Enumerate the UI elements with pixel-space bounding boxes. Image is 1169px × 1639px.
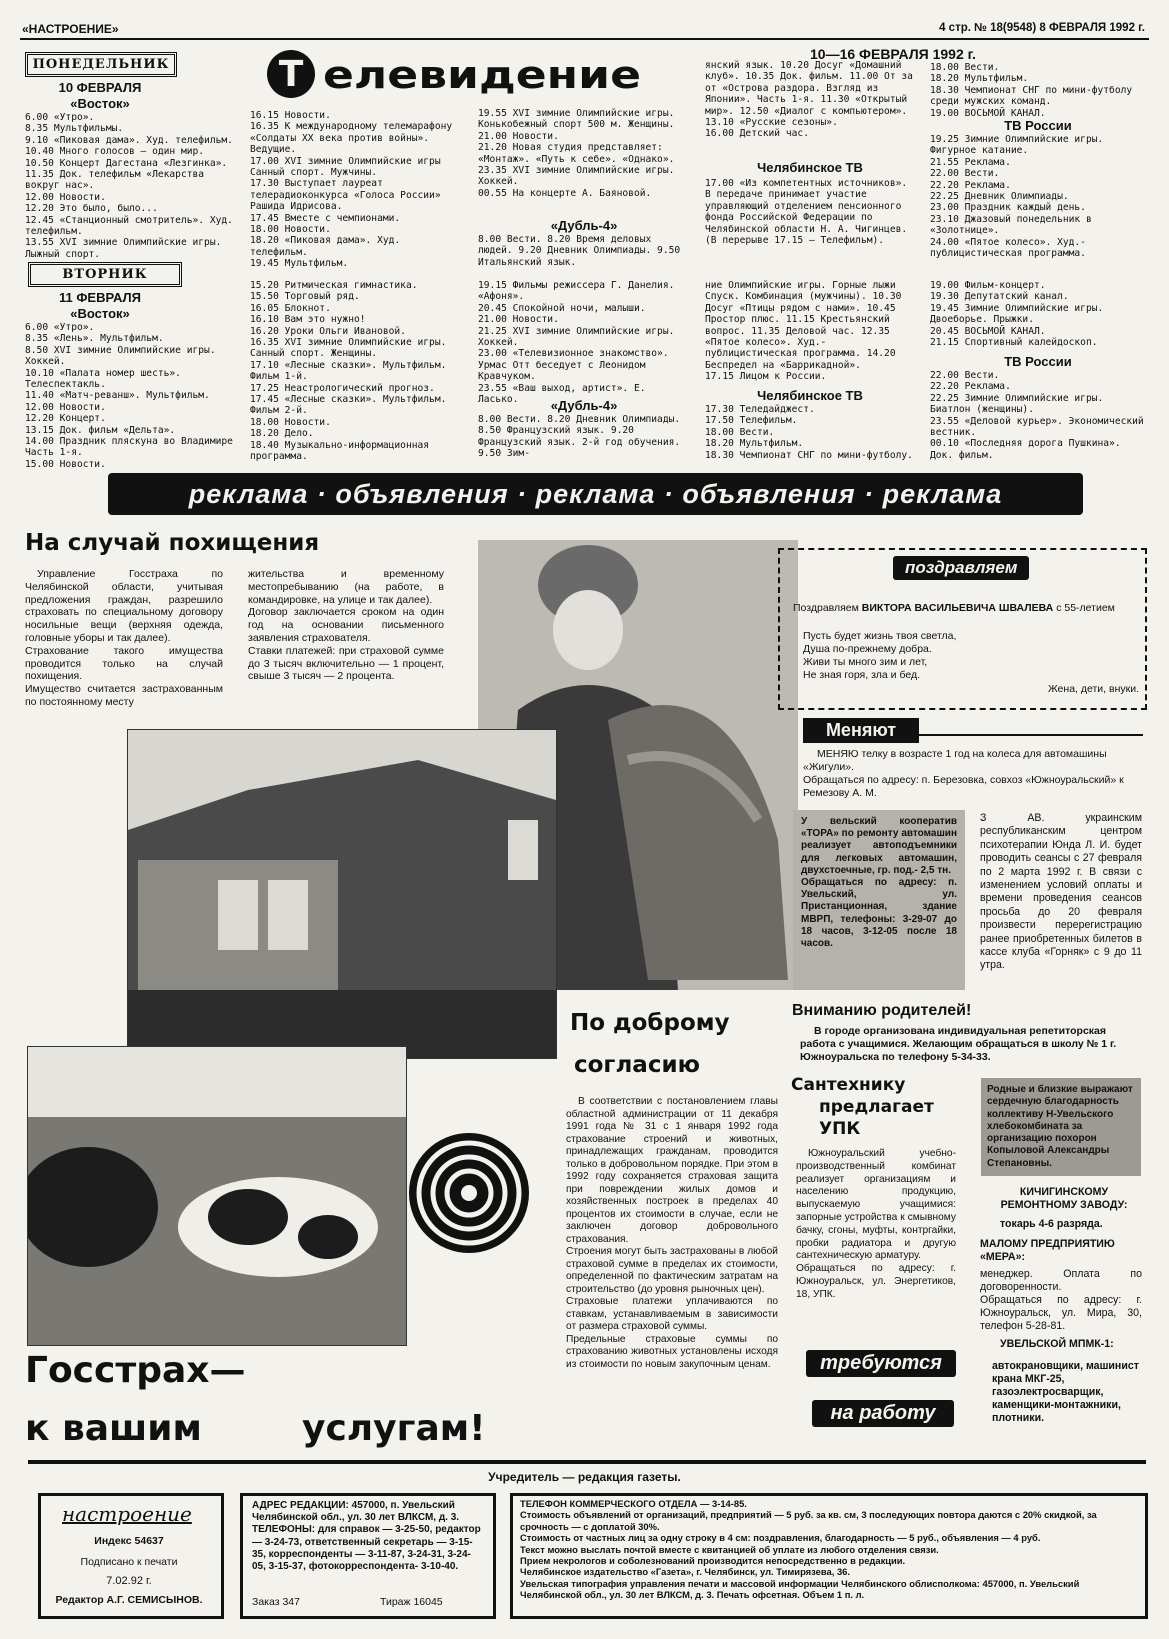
parents-title: Вниманию родителей! xyxy=(792,1002,972,1019)
footer-tirazh xyxy=(380,1596,443,1608)
day-label-tuesday: ВТОРНИК xyxy=(28,262,182,287)
gosstrakh-line1: Госстрах— xyxy=(25,1350,246,1391)
tv-logo-text: елевидение xyxy=(323,53,641,97)
footer-tirazh-value: 16045 xyxy=(413,1596,443,1608)
footer-order-label: Заказ xyxy=(252,1596,280,1608)
tuesday-col3: 19.15 Фильмы режиссера Г. Данелия. «Афоня». 20.45 Спокойной ночи, малыши. 21.00 Новости. 21.25 XVI зимние Олимпийские игры. Хоккей. 23.00 «Телевизионное знакомство». Урмас Отт беседует с Леонидом Кравчуком. 23.55 «Ваш выход, артист». Е. Ласько. xyxy=(478,280,675,406)
monday-col3: 19.55 XVI зимние Олимпийские игры. Конькобежный спорт 500 м. Женщины. 21.00 Новости. 21.20 Новая студия представляет: «Монтаж». «Путь к себе». «Однако». 23.35 XVI зимние Олимпийские игры. Хоккей. 00.55 На концерте А. Баяновой. xyxy=(478,108,675,199)
tuesday-date: 11 ФЕВРАЛЯ xyxy=(58,290,142,305)
tv-logo xyxy=(263,44,648,100)
condolence-ad: Родные и близкие выражают сердечную благодарность коллективу Н-Увельского хлебокомбината за организацию похорон Копыловой Александры Степановны. xyxy=(981,1078,1141,1176)
exchange-rule xyxy=(911,734,1143,736)
tuesday-col5: 19.00 Фильм-концерт. 19.30 Депутатский канал. 19.45 Зимние Олимпийские игры. Двоеборье. Прыжки. 20.45 ВОСЬМОЙ КАНАЛ. 21.15 Спортивный калейдоскоп. xyxy=(930,280,1104,349)
consent-title-2: согласию xyxy=(574,1052,700,1078)
footer-index: Индекс 54637 xyxy=(94,1535,164,1547)
svg-text:Т: Т xyxy=(278,54,304,95)
footer-signed: Подписано к печати xyxy=(80,1556,178,1568)
monday-col4: янский язык. 10.20 Досуг «Домашний клуб». 10.35 Док. фильм. 11.00 От за от «Острова раздора. Взгляд из Японии». Часть 1-я. 11.30 «Открытый мир». 12.50 «Диалог с компьютером». 13.10 «Русские сезоны». 16.00 Детский час. xyxy=(705,60,913,140)
decorative-pattern xyxy=(408,1132,530,1254)
tuesday-col5b: 22.00 Вести. 22.20 Реклама. 22.25 Зимние Олимпийские игры. Биатлон (женщины). 23.55 «Деловой курьер». Экономический вестник. 00.10 «Последняя дорога Пушкина». Док. фильм. xyxy=(930,370,1144,461)
ads-banner: реклама · объявления · реклама · объявления · реклама xyxy=(108,473,1083,515)
tv-logo-graphic xyxy=(263,44,648,100)
tuesday-tvr: ТВ России xyxy=(1004,354,1072,369)
jobs-mpmk: УВЕЛЬСКОЙ МПМК-1: xyxy=(1000,1338,1114,1350)
kidnap-title: На случай похищения xyxy=(25,530,320,556)
tuesday-col4b: 17.30 Теледайджест. 17.50 Телефильм. 18.00 Вести. 18.20 Мультфильм. 18.30 Чемпионат СНГ по мини-футболу. xyxy=(705,404,913,461)
kidnap-col2: жительства и временному местопребыванию (на работе, в командировке, на улице и так далее). Договор заключается сроком на один год на основании письменного заявления страхователя. Ставки платежей: при страховой сумме до 3 тысяч включительно — 1 процент, свыше 3 тысяч — 2 процента. xyxy=(248,568,444,683)
photo-house xyxy=(127,729,557,1059)
congrats-intro-a: Поздравляем xyxy=(793,602,862,614)
congrats-name: ВИКТОРА ВАСИЛЬЕВИЧА ШВАЛЕВА xyxy=(861,602,1054,614)
footer-editor: Редактор А.Г. СЕМИСЫНОВ. xyxy=(55,1594,203,1606)
psy-ad: З АВ. украинским республиканским центром психотерапии Юнда Л. И. будет проводить сеансы с 27 февраля по 2 марта 1992 г. В связи с изменением условий оплаты и времени проведения сеансов просьба до 20 февраля произвести перерегистрацию ранее приобретенных билетов в кассе клуба «Горняк» с 9 до 11 утра. xyxy=(980,812,1142,972)
jobs-kich: КИЧИГИНСКОМУ РЕМОНТНОМУ ЗАВОДУ: xyxy=(1000,1186,1128,1211)
monday-col3b: 8.00 Вести. 8.20 Время деловых людей. 9.20 Дневник Олимпиады. 9.50 Итальянский язык. xyxy=(478,234,681,268)
plumber-text: Южноуральский учебно-производственный комбинат реализует организациям и населению продукцию, выпускаемую учащимися: запорные устройства к смывному бачку, сгоны, муфты, контргайки, пробки радиатора и другую сантехническую арматуру. Обращаться по адресу: г. Южноуральск, ул. Энергетиков, 18, УПК. xyxy=(796,1148,956,1300)
footer-founder: Учредитель — редакция газеты. xyxy=(488,1470,681,1484)
monday-channel: «Восток» xyxy=(70,96,130,111)
footer-address: АДРЕС РЕДАКЦИИ: 457000, п. Увельский Челябинской обл., ул. 30 лет ВЛКСМ, д. 3. ТЕЛЕФОНЫ: для справок — 3-25-50, редактор — 3-24-73, ответственный секретарь — 3-15-35, корреспонденты — 3-11-87, 3-24-31, 3-24-05, 3-15-37, фотокорреспондента- 3-10-40. xyxy=(252,1500,481,1573)
monday-col1: 6.00 «Утро». 8.35 Мультфильмы. 9.10 «Пиковая дама». Худ. телефильм. 10.40 Много голосов — один мир. 10.50 Концерт Дагестана «Лезгинка». 11.35 Док. телефильм «Лекарства вокруг нас». 12.00 Новости. 12.20 Это было, было... 12.45 «Станционный смотритель». Худ. телефильм. 13.55 XVI зимние Олимпийские игры. Лыжный спорт. xyxy=(25,112,233,260)
paper-name: «НАСТРОЕНИЕ» xyxy=(22,22,119,36)
jobs-banner-1: требуются xyxy=(806,1350,956,1377)
congrats-poem: Пусть будет жизнь твоя светла, Душа по-прежнему добра. Живи ты много зим и лет, Не зная горя, зла и бед. xyxy=(803,630,957,681)
monday-chel: Челябинское ТВ xyxy=(757,160,863,175)
tuesday-dubl: «Дубль-4» xyxy=(550,398,618,413)
kidnap-col1: Управление Госстраха по Челябинской области, учитывая предложения граждан, разрешило страховать по специальному договору носильные вещи (верхняя одежда, головные уборы и так далее). Страхование такого имущества проводится только на случай похищения. Имущество считается застрахованным по постоянному месту xyxy=(25,568,223,708)
tuesday-col2: 15.20 Ритмическая гимнастика. 15.50 Торговый ряд. 16.05 Блокнот. 16.10 Вам это нужно! 16.20 Уроки Ольги Ивановой. 16.35 XVI зимние Олимпийские игры. Санный спорт. Женщины. 17.10 «Лесные сказки». Мультфильм. Фильм 1-й. 17.25 Неастрологический прогноз. 17.45 «Лесные сказки». Мультфильм. Фильм 2-й. 18.00 Новости. 18.20 Дело. 18.40 Музыкально-информационная программа. xyxy=(250,280,447,463)
jobs-small-text: менеджер. Оплата по договоренности. Обращаться по адресу: г. Южноуральск, ул. Мира, 30, телефон 5-28-81. xyxy=(980,1268,1142,1332)
tuesday-col1: 6.00 «Утро». 8.35 «Лень». Мультфильм. 8.50 XVI зимние Олимпийские игры. Хоккей. 10.10 «Палата номер шесть». Телеспектакль. 11.40 «Матч-реванш». Мультфильм. 12.00 Новости. 12.20 Концерт. 13.15 Док. фильм «Дельта». 14.00 Праздник пляскуна во Владимире Часть 1-я. 15.00 Новости. xyxy=(25,322,233,470)
gosstrakh-line2a: к вашим xyxy=(25,1408,202,1449)
monday-tvr: ТВ России xyxy=(1004,118,1072,133)
jobs-small: МАЛОМУ ПРЕДПРИЯТИЮ «МЕРА»: xyxy=(980,1238,1115,1263)
footer-rule xyxy=(28,1460,1146,1464)
jobs-banner-2: на работу xyxy=(812,1400,954,1427)
tora-ad: У вельский кооператив «ТОРА» по ремонту автомашин реализует автоподъемники для легковых автомашин, двухстоечные, гр. под.- 2,5 тн. Обращаться по адресу: п. Увельский, ул. Пристанционная, здание МВРП, телефоны: 3-29-07 до 18 часов, 3-12-05 после 18 часов. xyxy=(793,810,965,990)
photo-cows xyxy=(27,1046,407,1346)
jobs-mpmk-text: автокрановщики, машинист крана МКГ-25, газоэлектросварщик, каменщики-монтажники, плотники. xyxy=(992,1360,1139,1424)
monday-col4b: 17.00 «Из компетентных источников». В передаче принимает участие управляющий отделением пенсионного фонда Российской Федерации по Челябинской области Н. А. Чигинцев.(В перерыве 17.15 — Телефильм). xyxy=(705,178,908,247)
tuesday-channel: «Восток» xyxy=(70,306,130,321)
congrats-label: поздравляем xyxy=(893,556,1029,580)
footer-tirazh-label: Тираж xyxy=(380,1596,411,1608)
tv-dates: 10—16 ФЕВРАЛЯ 1992 г. xyxy=(810,46,976,62)
photo-cows-graphic xyxy=(28,1047,406,1345)
congrats-intro-b: с 55-летием xyxy=(1053,602,1115,614)
pattern-graphic xyxy=(408,1132,530,1254)
tuesday-col4: ние Олимпийские игры. Горные лыжи Спуск. Комбинация (мужчины). 10.30 Досуг «Птицы рядом с нами». 10.45 Простор плюс. 11.15 Крестьянский вопрос. 11.35 Деловой час. 12.35 «Пятое колесо». Худ.-публицистическая программа. 14.20 Беспредел на «Баррикадной». 17.15 Лицом к России. xyxy=(705,280,902,383)
congrats-sign: Жена, дети, внуки. xyxy=(1047,683,1139,695)
exchange-text: МЕНЯЮ телку в возрасте 1 год на колеса для автомашины «Жигули». Обращаться по адресу: п. Березовка, совхоз «Южноуральский» к Ремезову А. М. xyxy=(803,748,1124,799)
exchange-label: Меняют xyxy=(803,718,919,743)
masthead-rule xyxy=(20,38,1149,40)
consent-title-1: По доброму xyxy=(570,1010,730,1036)
plumber-title-1: Сантехнику xyxy=(791,1075,906,1095)
congrats-intro xyxy=(793,602,1133,615)
footer-logo: настроение xyxy=(62,1502,192,1526)
gosstrakh-line2b: услугам! xyxy=(302,1408,486,1449)
photo-house-graphic xyxy=(128,730,556,1058)
footer-order xyxy=(252,1596,300,1608)
monday-date: 10 ФЕВРАЛЯ xyxy=(58,80,142,95)
tuesday-col3b: 8.00 Вести. 8.20 Дневник Олимпиады. 8.50 Французский язык. 9.20 Французский язык. 2-й год обучения. 9.50 Зим- xyxy=(478,414,681,460)
monday-col5: 18.00 Вести. 18.20 Мультфильм. 18.30 Чемпионат СНГ по мини-футболу среди мужских команд. 19.00 ВОСЬМОЙ КАНАЛ. xyxy=(930,62,1133,119)
footer-order-value: 347 xyxy=(282,1596,300,1608)
monday-dubl: «Дубль-4» xyxy=(550,218,618,233)
jobs-kich-job: токарь 4-6 разряда. xyxy=(1000,1218,1103,1230)
issue-line: 4 стр. № 18(9548) 8 ФЕВРАЛЯ 1992 г. xyxy=(939,22,1145,34)
consent-text: В соответствии с постановлением главы областной администрации от 11 декабря 1991 года № 31 с 1 января 1992 года страхование строений и животных, принадлежащих гражданам, проводится только в добровольном порядке. При этом в 1992 году сохраняется страховая защита при повреждении жилых домов и хозяйственных построек в пределах 40 процентов их стоимости в случае, если не заключен договор добровольного страхования. Строения могут быть застрахованы в любой страховой сумме в пределах их стоимости, определенной по фактическим затратам на строительство (до уровня рыночных цен). Страховые платежи уплачиваются по ставкам, устанавливаемым в зависимости от размера страховой суммы. Предельные страховые суммы по страхованию животных установлены исходя из стоимости по новым закупочным ценам. xyxy=(566,1096,778,1370)
plumber-title-2: предлагает xyxy=(819,1097,934,1117)
parents-text: В городе организована индивидуальная репетиторская работа с учащимися. Желающим обращаться в школу № 1 г. Южноуральска по телефону 5-34-33. xyxy=(800,1025,1117,1063)
tuesday-chel: Челябинское ТВ xyxy=(757,388,863,403)
monday-col2: 16.15 Новости. 16.35 К международному телемарафону «Солдаты XX века против войны». Ведущие. 17.00 XVI зимние Олимпийские игры Санный спорт. Мужчины. 17.30 Выступает лауреат телерадиоконкурса «Голоса России» Рашида Идрисова. 17.45 Вместе с чемпионами. 18.00 Новости. 18.20 «Пиковая дама». Худ. телефильм. 19.45 Мультфильм. xyxy=(250,110,453,270)
monday-col5b: 19.25 Зимние Олимпийские игры. Фигурное катание. 21.55 Реклама. 22.00 Вести. 22.20 Реклама. 22.25 Дневник Олимпиады. 23.00 Праздник каждый день. 23.10 Джазовый понедельник в «Золотнице». 24.00 «Пятое колесо». Худ.-публицистическая программа. xyxy=(930,134,1104,260)
day-label-monday: ПОНЕДЕЛЬНИК xyxy=(25,52,177,77)
plumber-title-3: УПК xyxy=(819,1119,861,1139)
footer-signed-date: 7.02.92 г. xyxy=(106,1575,152,1587)
footer-commercial: ТЕЛЕФОН КОММЕРЧЕСКОГО ОТДЕЛА — 3-14-85. Стоимость объявлений от организаций, предприятий — 5 руб. за кв. см, 3 последующих повтора даются с 20% скидкой, за срочность — с доплатой 30%. Стоимость от частных лиц за одну строку в 4 см: поздравления, благодарность — 5 руб., объявления — 4 руб. Текст можно выслать почтой вместе с квитанцией об уплате из любого отделения связи. Прием некрологов и соболезнований производится непосредственно в редакции. Челябинское издательство «Газета», г. Челябинск, ул. Тимирязева, 36. Увельская типография управления печати и массовой информации Челябинского облисполкома: 457000, п. Увельский Челябинской обл., ул. 30 лет ВЛКСМ, д. 3. Печать офсетная. Объем 1 п. л. xyxy=(520,1498,1097,1601)
